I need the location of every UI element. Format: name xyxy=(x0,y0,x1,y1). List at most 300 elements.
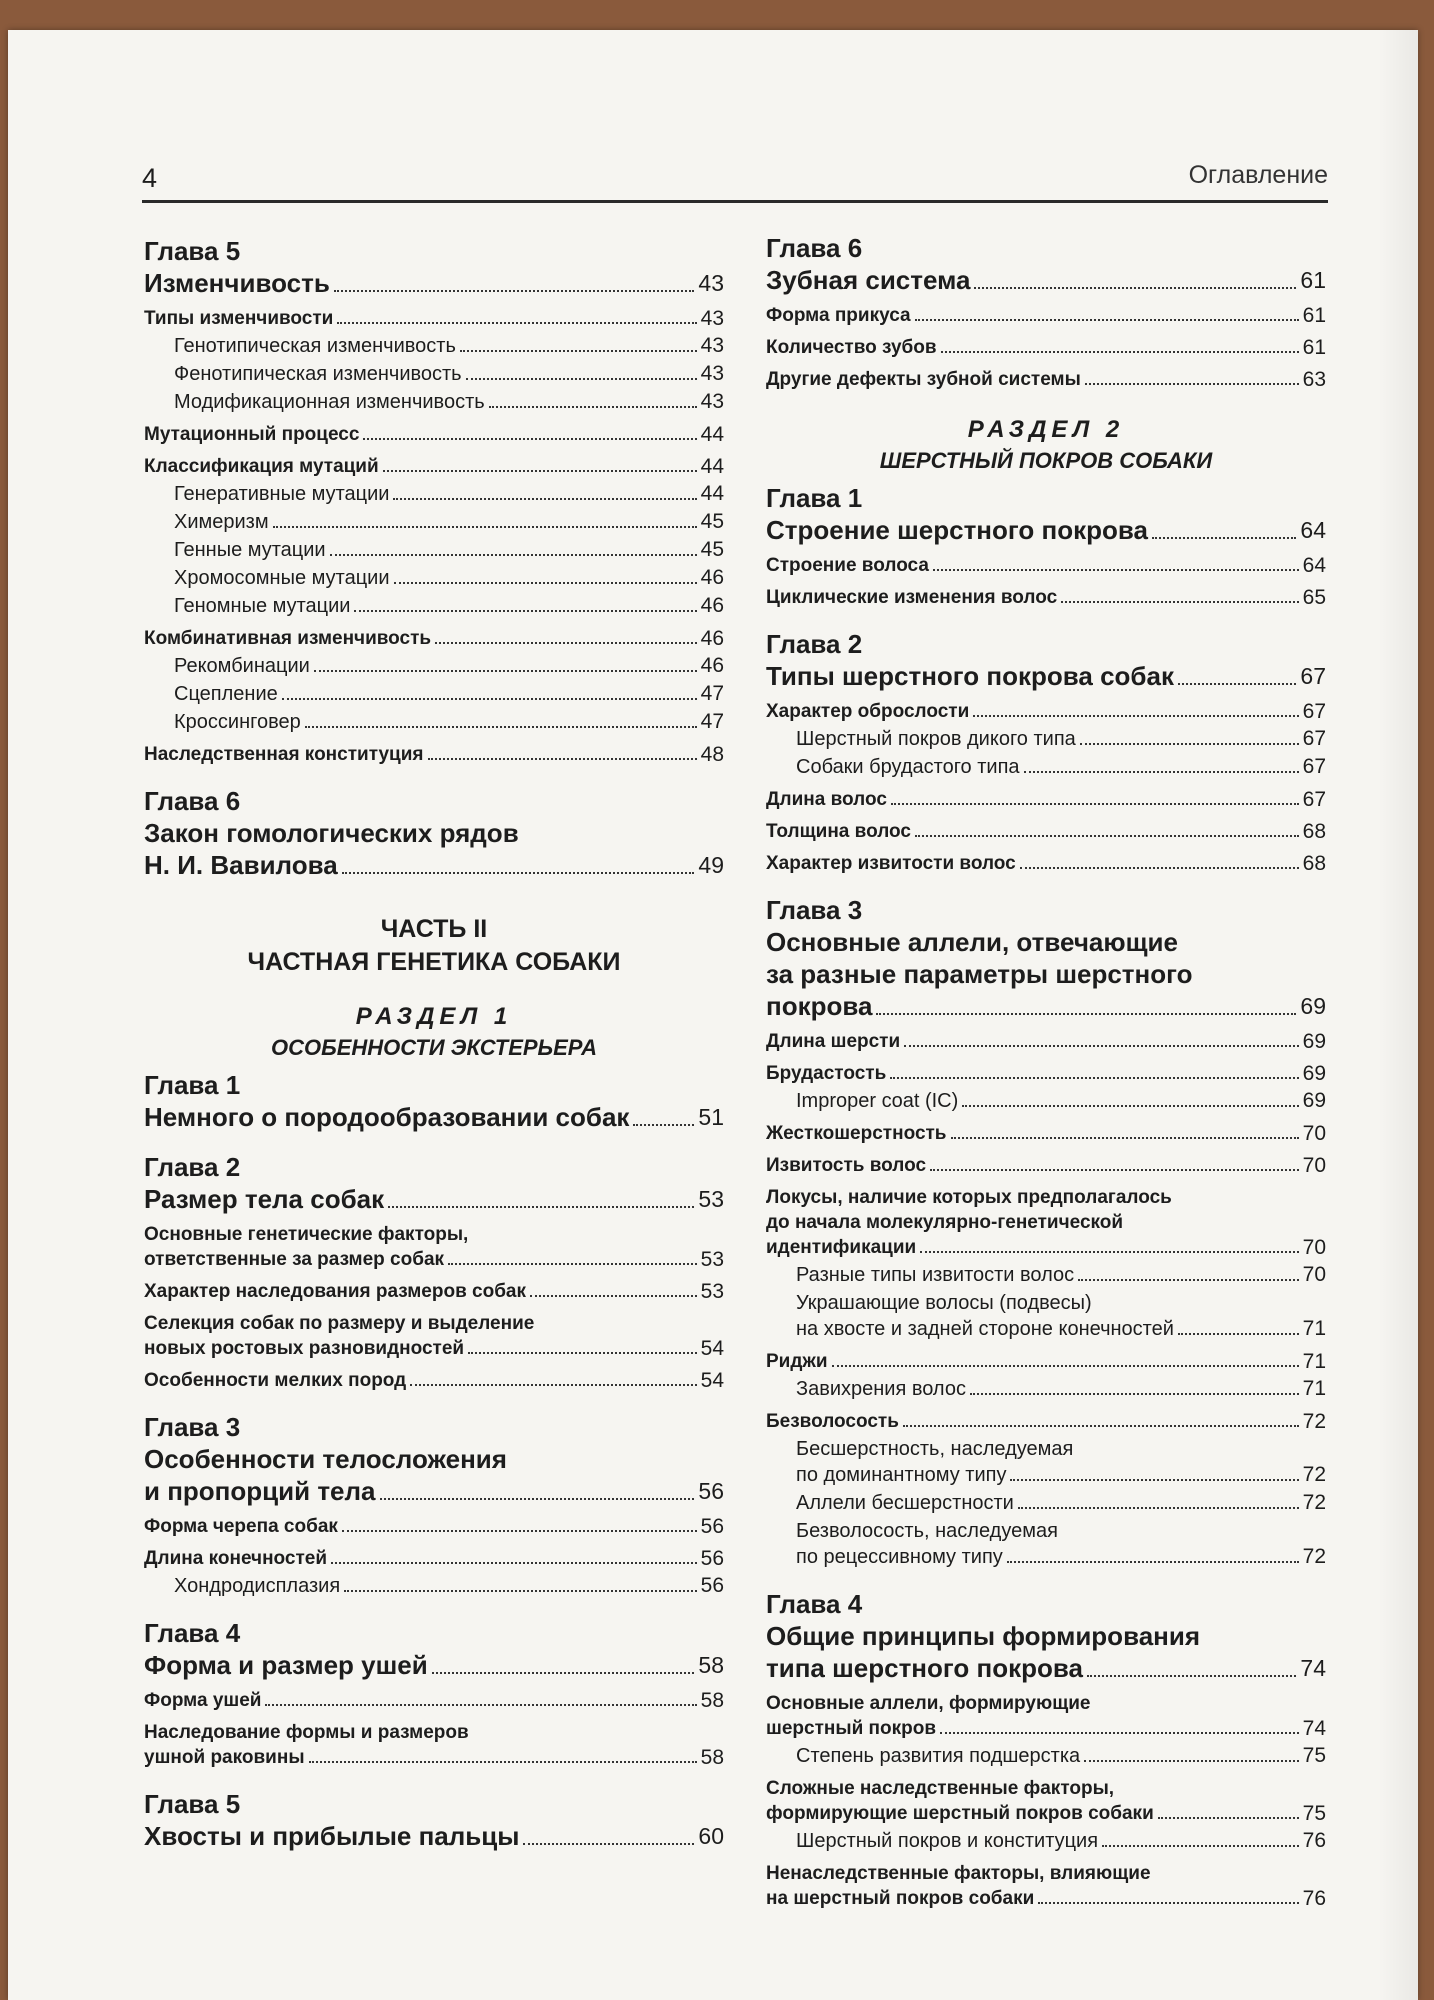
page-ref: 68 xyxy=(1302,852,1326,875)
entry-title: Модификационная изменчивость xyxy=(174,391,485,413)
dot-leader xyxy=(460,350,697,352)
dot-leader xyxy=(1087,1675,1296,1677)
entry-title: Форма черепа собак xyxy=(144,1516,338,1537)
book-page xyxy=(8,30,1418,2000)
section-label: РАЗДЕЛ 2 xyxy=(967,416,1125,443)
page-ref: 56 xyxy=(700,1515,724,1538)
dot-leader xyxy=(633,1124,694,1126)
dot-leader xyxy=(394,582,697,584)
entry-row xyxy=(766,1409,1326,1434)
toc-subentry xyxy=(144,481,724,507)
entry-row xyxy=(796,1828,1326,1854)
entry-title: Мутационный процесс xyxy=(144,424,360,445)
toc-section-entry xyxy=(766,1121,1326,1146)
dot-leader xyxy=(337,322,696,324)
dot-leader xyxy=(468,1352,697,1354)
entry-title: Брудастость xyxy=(766,1063,887,1084)
entry-row xyxy=(766,367,1326,392)
page-ref: 54 xyxy=(700,1369,724,1392)
page-ref: 56 xyxy=(700,1547,724,1570)
dot-leader xyxy=(344,1590,696,1592)
page-ref: 61 xyxy=(1300,267,1326,293)
entry-title: Генотипическая изменчивость xyxy=(174,335,456,357)
entry-title: Шерстный покров и конституция xyxy=(796,1830,1099,1852)
entry-row xyxy=(144,422,724,447)
entry-title: Рекомбинации xyxy=(174,655,310,677)
chapter xyxy=(766,232,1326,392)
toc-section-entry xyxy=(144,306,724,331)
entry-row xyxy=(144,1688,724,1713)
section-heading xyxy=(766,414,1326,476)
entry-title-line: Украшающие волосы (подвесы) xyxy=(796,1292,1092,1314)
entry-title: на шерстный покров собаки xyxy=(766,1888,1035,1909)
dot-leader xyxy=(933,569,1299,571)
entry-title: Характер извитости волос xyxy=(766,853,1016,874)
chapter xyxy=(144,235,724,767)
chapter-title-line: Закон гомологических рядов xyxy=(144,818,519,848)
chapter-title xyxy=(766,264,1326,296)
entry-title: Длина конечностей xyxy=(144,1548,328,1569)
chapter xyxy=(144,1069,724,1133)
chapter-title xyxy=(144,1475,724,1507)
entry-row xyxy=(144,742,724,767)
dot-leader xyxy=(920,1251,1298,1253)
page-ref: 76 xyxy=(1302,1887,1326,1910)
entry-title: Improper coat (IC) xyxy=(796,1090,959,1112)
toc-block xyxy=(766,232,1326,392)
entry-title: Степень развития подшерстка xyxy=(796,1745,1081,1767)
entry-row xyxy=(796,1490,1326,1516)
chapter-label: Глава 4 xyxy=(766,1589,863,1619)
page-ref: 69 xyxy=(1302,1089,1326,1112)
dot-leader xyxy=(832,1365,1299,1367)
page-ref: 74 xyxy=(1300,1655,1326,1681)
chapter-title-line: за разные параметры шерстного xyxy=(766,959,1193,989)
entry-row xyxy=(766,851,1326,876)
chapter-title xyxy=(766,660,1326,692)
chapter-title xyxy=(766,990,1326,1022)
toc-subentry xyxy=(766,754,1326,780)
toc-subentry xyxy=(144,593,724,619)
page-edge-shadow xyxy=(1378,30,1418,2000)
dot-leader xyxy=(383,470,697,472)
toc-subentry xyxy=(144,565,724,591)
toc-section-entry xyxy=(144,626,724,651)
toc-subentry xyxy=(766,726,1326,752)
page-ref: 67 xyxy=(1302,727,1326,750)
toc-subentry xyxy=(144,509,724,535)
toc-section-entry xyxy=(766,1776,1326,1826)
entry-title: Типы шерстного покрова собак xyxy=(766,661,1174,691)
entry-title: покрова xyxy=(766,991,873,1021)
toc-block xyxy=(766,482,1326,1911)
page-ref: 69 xyxy=(1302,1030,1326,1053)
page-header xyxy=(142,142,1328,203)
entry-title: типа шерстного покрова xyxy=(766,1653,1083,1683)
toc-section-entry xyxy=(766,585,1326,610)
section-title: ШЕРСТНЫЙ ПОКРОВ СОБАКИ xyxy=(879,448,1213,473)
page-ref: 51 xyxy=(698,1104,724,1130)
dot-leader xyxy=(930,1169,1299,1171)
entry-title: на хвосте и задней стороне конечностей xyxy=(796,1318,1174,1340)
page-ref: 49 xyxy=(698,852,724,878)
dot-leader xyxy=(466,378,697,380)
part-title: ЧАСТНАЯ ГЕНЕТИКА СОБАКИ xyxy=(247,948,621,976)
entry-row xyxy=(144,626,724,651)
toc-section-entry xyxy=(144,454,724,479)
toc-section-entry xyxy=(766,851,1326,876)
entry-row xyxy=(766,819,1326,844)
dot-leader xyxy=(523,1843,694,1845)
page-ref: 69 xyxy=(1302,1062,1326,1085)
entry-row xyxy=(796,1743,1326,1769)
chapter-label: Глава 3 xyxy=(144,1412,241,1442)
toc-section-entry xyxy=(144,742,724,767)
entry-title: Аллели бесшерстности xyxy=(796,1492,1014,1514)
entry-title: Сцепление xyxy=(174,683,278,705)
entry-title: по доминантному типу xyxy=(796,1464,1007,1486)
entry-title: Форма ушей xyxy=(144,1690,262,1711)
entry-row xyxy=(174,681,724,707)
chapter-label: Глава 5 xyxy=(144,236,241,266)
dot-leader xyxy=(1080,743,1299,745)
dot-leader xyxy=(904,1045,1298,1047)
chapter-title xyxy=(144,267,724,299)
page-ref: 53 xyxy=(700,1248,724,1271)
entry-row xyxy=(766,1121,1326,1146)
entry-row xyxy=(796,754,1326,780)
dot-leader xyxy=(410,1384,696,1386)
entry-title: Другие дефекты зубной системы xyxy=(766,369,1081,390)
toc-subentry xyxy=(144,1573,724,1599)
toc-right-column xyxy=(766,232,1326,1911)
page-ref: 43 xyxy=(700,334,724,357)
dot-leader xyxy=(331,1562,697,1564)
page-ref: 72 xyxy=(1302,1463,1326,1486)
toc-block xyxy=(144,235,724,881)
page-ref: 47 xyxy=(700,710,724,733)
dot-leader xyxy=(940,1732,1299,1734)
entry-row xyxy=(796,1088,1326,1114)
page-ref: 72 xyxy=(1302,1410,1326,1433)
page-ref: 58 xyxy=(700,1746,724,1769)
dot-leader xyxy=(1024,771,1299,773)
dot-leader xyxy=(1102,1845,1299,1847)
page-ref: 64 xyxy=(1302,554,1326,577)
chapter-label: Глава 2 xyxy=(144,1152,241,1182)
dot-leader xyxy=(1085,383,1299,385)
chapter xyxy=(766,482,1326,610)
entry-title: и пропорций тела xyxy=(144,1476,376,1506)
dot-leader xyxy=(1020,867,1299,869)
dot-leader xyxy=(305,726,697,728)
entry-title: Безволосость xyxy=(766,1411,899,1432)
entry-title: Химеризм xyxy=(174,511,269,533)
toc-section-entry xyxy=(766,335,1326,360)
dot-leader xyxy=(891,803,1299,805)
page-ref: 53 xyxy=(698,1186,724,1212)
chapter xyxy=(766,1588,1326,1911)
toc-section-entry xyxy=(766,1349,1326,1374)
dot-leader xyxy=(1152,537,1296,539)
page-ref: 58 xyxy=(700,1689,724,1712)
section-heading xyxy=(144,1001,724,1063)
dot-leader xyxy=(1158,1817,1299,1819)
entry-title: Классификация мутаций xyxy=(144,456,379,477)
toc-subentry xyxy=(766,1290,1326,1342)
dot-leader xyxy=(973,715,1298,717)
page-ref: 56 xyxy=(698,1478,724,1504)
toc-section-entry xyxy=(144,422,724,447)
toc-section-entry xyxy=(144,1311,724,1361)
page-ref: 61 xyxy=(1302,336,1326,359)
dot-leader xyxy=(432,1672,695,1674)
toc-section-entry xyxy=(766,699,1326,724)
entry-title: формирующие шерстный покров собаки xyxy=(766,1803,1154,1824)
entry-title: Количество зубов xyxy=(766,337,937,358)
entry-row xyxy=(174,653,724,679)
toc-section-entry xyxy=(766,367,1326,392)
entry-row xyxy=(144,1336,724,1361)
chapter-label: Глава 6 xyxy=(766,233,863,263)
dot-leader xyxy=(448,1263,697,1265)
page-ref: 64 xyxy=(1300,517,1326,543)
entry-row xyxy=(796,1376,1326,1402)
toc-section-entry xyxy=(766,819,1326,844)
chapter-title xyxy=(766,1652,1326,1684)
page-ref: 70 xyxy=(1302,1236,1326,1259)
entry-row xyxy=(766,1716,1326,1741)
dot-leader xyxy=(1084,1760,1299,1762)
entry-row xyxy=(766,1349,1326,1374)
entry-row xyxy=(174,1573,724,1599)
chapter xyxy=(766,894,1326,1570)
dot-leader xyxy=(330,554,697,556)
entry-row xyxy=(766,303,1326,328)
toc-section-entry xyxy=(144,1688,724,1713)
dot-leader xyxy=(393,498,696,500)
page-ref: 45 xyxy=(700,538,724,561)
toc-subentry xyxy=(766,1828,1326,1854)
entry-title-line: Ненаследственные факторы, влияющие xyxy=(766,1863,1151,1884)
section-title: ОСОБЕННОСТИ ЭКСТЕРЬЕРА xyxy=(271,1035,597,1060)
dot-leader xyxy=(428,758,697,760)
chapter-title xyxy=(144,1183,724,1215)
dot-leader xyxy=(962,1105,1298,1107)
page-ref: 58 xyxy=(698,1652,724,1678)
page-ref: 74 xyxy=(1302,1717,1326,1740)
entry-title: Извитость волос xyxy=(766,1155,927,1176)
toc-section-entry xyxy=(144,1720,724,1770)
entry-row xyxy=(144,454,724,479)
dot-leader xyxy=(489,406,697,408)
entry-title: Типы изменчивости xyxy=(144,308,334,329)
dot-leader xyxy=(314,670,697,672)
page-ref: 65 xyxy=(1302,586,1326,609)
entry-title: Немного о породообразовании собак xyxy=(144,1102,630,1132)
chapter-label: Глава 1 xyxy=(766,483,863,513)
page-ref: 72 xyxy=(1302,1491,1326,1514)
page-ref: 43 xyxy=(698,270,724,296)
entry-title: ответственные за размер собак xyxy=(144,1249,445,1270)
entry-row xyxy=(766,1801,1326,1826)
dot-leader xyxy=(1061,601,1298,603)
toc-section-entry xyxy=(144,1546,724,1571)
entry-title-line: Бесшерстность, наследуемая xyxy=(796,1438,1074,1460)
entry-title: Хвосты и прибылые пальцы xyxy=(144,1821,520,1851)
entry-title: Наследственная конституция xyxy=(144,744,424,765)
page-ref: 46 xyxy=(700,627,724,650)
entry-title: Н. И. Вавилова xyxy=(144,850,338,880)
entry-title: Комбинативная изменчивость xyxy=(144,628,432,649)
chapter-title xyxy=(144,849,724,881)
page-ref: 67 xyxy=(1302,700,1326,723)
entry-title: Строение шерстного покрова xyxy=(766,515,1148,545)
page-ref: 75 xyxy=(1302,1802,1326,1825)
page-ref: 47 xyxy=(700,682,724,705)
page-ref: 63 xyxy=(1302,368,1326,391)
entry-title: шерстный покров xyxy=(766,1718,937,1739)
entry-title: Разные типы извитости волос xyxy=(796,1264,1075,1286)
entry-title-line: Локусы, наличие которых предполагалось xyxy=(766,1187,1172,1208)
page-ref: 67 xyxy=(1300,663,1326,689)
chapter-label: Глава 2 xyxy=(766,629,863,659)
dot-leader xyxy=(435,642,697,644)
entry-row xyxy=(766,1153,1326,1178)
dot-leader xyxy=(282,698,697,700)
toc-section-entry xyxy=(144,1368,724,1393)
dot-leader xyxy=(890,1077,1298,1079)
entry-row xyxy=(766,553,1326,578)
page-ref: 54 xyxy=(700,1337,724,1360)
chapter-title xyxy=(144,1820,724,1852)
entry-row xyxy=(796,1262,1326,1288)
chapter-label: Глава 5 xyxy=(144,1789,241,1819)
page-ref: 76 xyxy=(1302,1829,1326,1852)
toc-section-entry xyxy=(766,1861,1326,1911)
page-ref: 44 xyxy=(700,423,724,446)
page-ref: 68 xyxy=(1302,820,1326,843)
entry-title-line: Основные аллели, формирующие xyxy=(766,1693,1091,1714)
entry-row xyxy=(766,699,1326,724)
dot-leader xyxy=(974,287,1296,289)
page-ref: 60 xyxy=(698,1823,724,1849)
chapter xyxy=(144,1788,724,1852)
entry-row xyxy=(766,1029,1326,1054)
toc-section-entry xyxy=(144,1514,724,1539)
entry-title: Зубная система xyxy=(766,265,971,295)
entry-row xyxy=(144,1546,724,1571)
toc-subentry xyxy=(144,361,724,387)
entry-row xyxy=(766,335,1326,360)
page-ref: 43 xyxy=(700,307,724,330)
toc-subentry xyxy=(144,653,724,679)
dot-leader xyxy=(342,1530,697,1532)
entry-row xyxy=(174,389,724,415)
chapter-label: Глава 1 xyxy=(144,1070,241,1100)
entry-row xyxy=(174,333,724,359)
toc-subentry xyxy=(144,537,724,563)
entry-row xyxy=(796,1462,1326,1488)
dot-leader xyxy=(903,1425,1299,1427)
dot-leader xyxy=(309,1761,697,1763)
entry-title: Фенотипическая изменчивость xyxy=(174,363,462,385)
toc-section-entry xyxy=(766,1409,1326,1434)
entry-title: Риджи xyxy=(766,1351,828,1372)
dot-leader xyxy=(941,351,1299,353)
entry-row xyxy=(174,537,724,563)
page-ref: 44 xyxy=(700,455,724,478)
toc-section-entry xyxy=(766,553,1326,578)
entry-row xyxy=(174,565,724,591)
page-ref: 70 xyxy=(1302,1154,1326,1177)
chapter-title xyxy=(144,1649,724,1681)
page-ref: 71 xyxy=(1302,1317,1326,1340)
part-number: ЧАСТЬ II xyxy=(380,915,488,943)
page-ref: 70 xyxy=(1302,1263,1326,1286)
toc-subentry xyxy=(766,1376,1326,1402)
toc-section-entry xyxy=(766,1691,1326,1741)
section-label: РАЗДЕЛ 1 xyxy=(355,1003,513,1030)
entry-title: Длина шерсти xyxy=(766,1031,901,1052)
chapter-title-line: Общие принципы формирования xyxy=(766,1621,1201,1651)
entry-title: Шерстный покров дикого типа xyxy=(796,728,1076,750)
toc-subentry xyxy=(766,1262,1326,1288)
entry-title: Циклические изменения волос xyxy=(766,587,1058,608)
toc-subentry xyxy=(766,1436,1326,1488)
entry-row xyxy=(766,1235,1326,1260)
entry-row xyxy=(144,1368,724,1393)
entry-title: Завихрения волос xyxy=(796,1378,966,1400)
dot-leader xyxy=(1078,1279,1299,1281)
page-ref: 70 xyxy=(1302,1122,1326,1145)
page-ref: 53 xyxy=(700,1280,724,1303)
toc-subentry xyxy=(144,681,724,707)
dot-leader xyxy=(1007,1561,1299,1563)
page-ref: 44 xyxy=(700,482,724,505)
page-ref: 67 xyxy=(1302,755,1326,778)
page-number: 4 xyxy=(142,163,158,193)
entry-title-line: Безволосость, наследуемая xyxy=(796,1520,1058,1542)
toc-left-column xyxy=(144,235,724,1852)
page-ref: 45 xyxy=(700,510,724,533)
entry-row xyxy=(144,1279,724,1304)
chapter xyxy=(144,785,724,881)
dot-leader xyxy=(354,610,696,612)
entry-row xyxy=(174,361,724,387)
dot-leader xyxy=(970,1393,1299,1395)
entry-row xyxy=(766,787,1326,812)
chapter-title xyxy=(144,1101,724,1133)
dot-leader xyxy=(1018,1507,1299,1509)
entry-title: ушной раковины xyxy=(144,1747,305,1768)
dot-leader xyxy=(342,872,695,874)
toc-section-entry xyxy=(766,303,1326,328)
entry-row xyxy=(174,709,724,735)
entry-row xyxy=(766,585,1326,610)
entry-title: Особенности мелких пород xyxy=(144,1370,407,1391)
entry-title: Хондродисплазия xyxy=(174,1575,341,1597)
chapter xyxy=(144,1151,724,1393)
part-heading xyxy=(144,913,724,979)
entry-title: Размер тела собак xyxy=(144,1184,385,1214)
page-ref: 71 xyxy=(1302,1350,1326,1373)
page-ref: 48 xyxy=(700,743,724,766)
entry-title-line: Наследование формы и размеров xyxy=(144,1722,469,1743)
entry-row xyxy=(174,509,724,535)
dot-leader xyxy=(1010,1479,1298,1481)
entry-row xyxy=(796,726,1326,752)
